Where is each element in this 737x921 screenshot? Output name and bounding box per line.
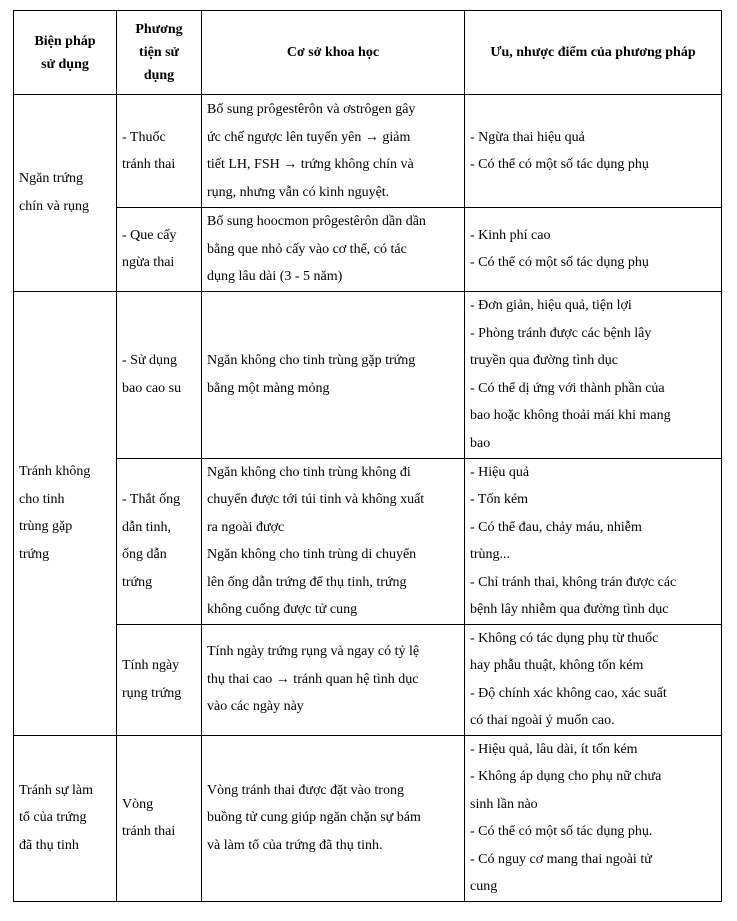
means-cell: - Thắt ống dẫn tinh, ống dẫn trứng	[117, 458, 202, 624]
header-basis: Cơ sở khoa học	[202, 11, 465, 95]
means-cell: - Sử dụng bao cao su	[117, 291, 202, 458]
table-row	[14, 735, 722, 901]
basis-cell: Ngăn không cho tinh trùng không đi chuyển được tới túi tinh và không xuất ra ngoài được Ngăn không cho tinh trùng di chuyển lên ống dẫn trứng để thụ tinh, trứng không cuống được tử cung	[202, 458, 465, 624]
header-pros-cons: Ưu, nhược điểm của phương pháp	[465, 11, 722, 95]
table-row	[14, 624, 722, 735]
method-cell: Tránh không cho tinh trùng gặp trứng	[14, 291, 117, 735]
means-cell: Vòng tránh thai	[117, 735, 202, 901]
table-row	[14, 458, 722, 624]
basis-cell: Tính ngày trứng rụng và ngay có tỷ lệ thụ thai cao → tránh quan hệ tình dục vào các ngày này	[202, 624, 465, 735]
header-row	[14, 11, 722, 95]
means-cell: - Thuốc tránh thai	[117, 95, 202, 208]
header-means: Phương tiện sử dụng	[117, 11, 202, 95]
method-cell: Tránh sự làm tổ của trứng đã thụ tinh	[14, 735, 117, 901]
basis-cell: Ngăn không cho tinh trùng gặp trứng bằng một màng mỏng	[202, 291, 465, 458]
table-row	[14, 208, 722, 292]
method-cell: Ngăn trứng chín và rụng	[14, 95, 117, 292]
table-row	[14, 95, 722, 208]
basis-cell: Bổ sung prôgestêrôn và ơstrôgen gây ức chế ngược lên tuyến yên → giảm tiết LH, FSH → trứng không chín và rụng, nhưng vẫn có kinh nguyệt.	[202, 95, 465, 208]
basis-cell: Vòng tránh thai được đặt vào trong buồng tử cung giúp ngăn chặn sự bám và làm tổ của trứng đã thụ tinh.	[202, 735, 465, 901]
means-cell: - Que cấy ngừa thai	[117, 208, 202, 292]
basis-cell: Bổ sung hoocmon prôgestêrôn dần dần bằng que nhỏ cấy vào cơ thể, có tác dụng lâu dài (3 - 5 năm)	[202, 208, 465, 292]
table-row	[14, 291, 722, 458]
header-method: Biện pháp sử dụng	[14, 11, 117, 95]
means-cell: Tính ngày rụng trứng	[117, 624, 202, 735]
pros-cons-cell: - Ngừa thai hiệu quả - Có thể có một số tác dụng phụ	[465, 95, 722, 208]
pros-cons-cell: - Hiệu quả, lâu dài, ít tốn kém - Không áp dụng cho phụ nữ chưa sinh lần nào - Có thể có một số tác dụng phụ. - Có nguy cơ mang thai ngoài tử cung	[465, 735, 722, 901]
pros-cons-cell: - Hiệu quả - Tốn kém - Có thể đau, chảy máu, nhiễm trùng... - Chỉ tránh thai, không trán được các bệnh lây nhiễm qua đường tình dục	[465, 458, 722, 624]
contraception-methods-table	[13, 10, 722, 902]
pros-cons-cell: - Kinh phí cao - Có thể có một số tác dụng phụ	[465, 208, 722, 292]
pros-cons-cell: - Đơn giản, hiệu quả, tiện lợi - Phòng tránh được các bệnh lây truyền qua đường tình dục - Có thể dị ứng với thành phần của bao hoặc không thoải mái khi mang bao	[465, 291, 722, 458]
pros-cons-cell: - Không có tác dụng phụ từ thuốc hay phẫu thuật, không tốn kém - Độ chính xác không cao, xác suất có thai ngoài ý muốn cao.	[465, 624, 722, 735]
